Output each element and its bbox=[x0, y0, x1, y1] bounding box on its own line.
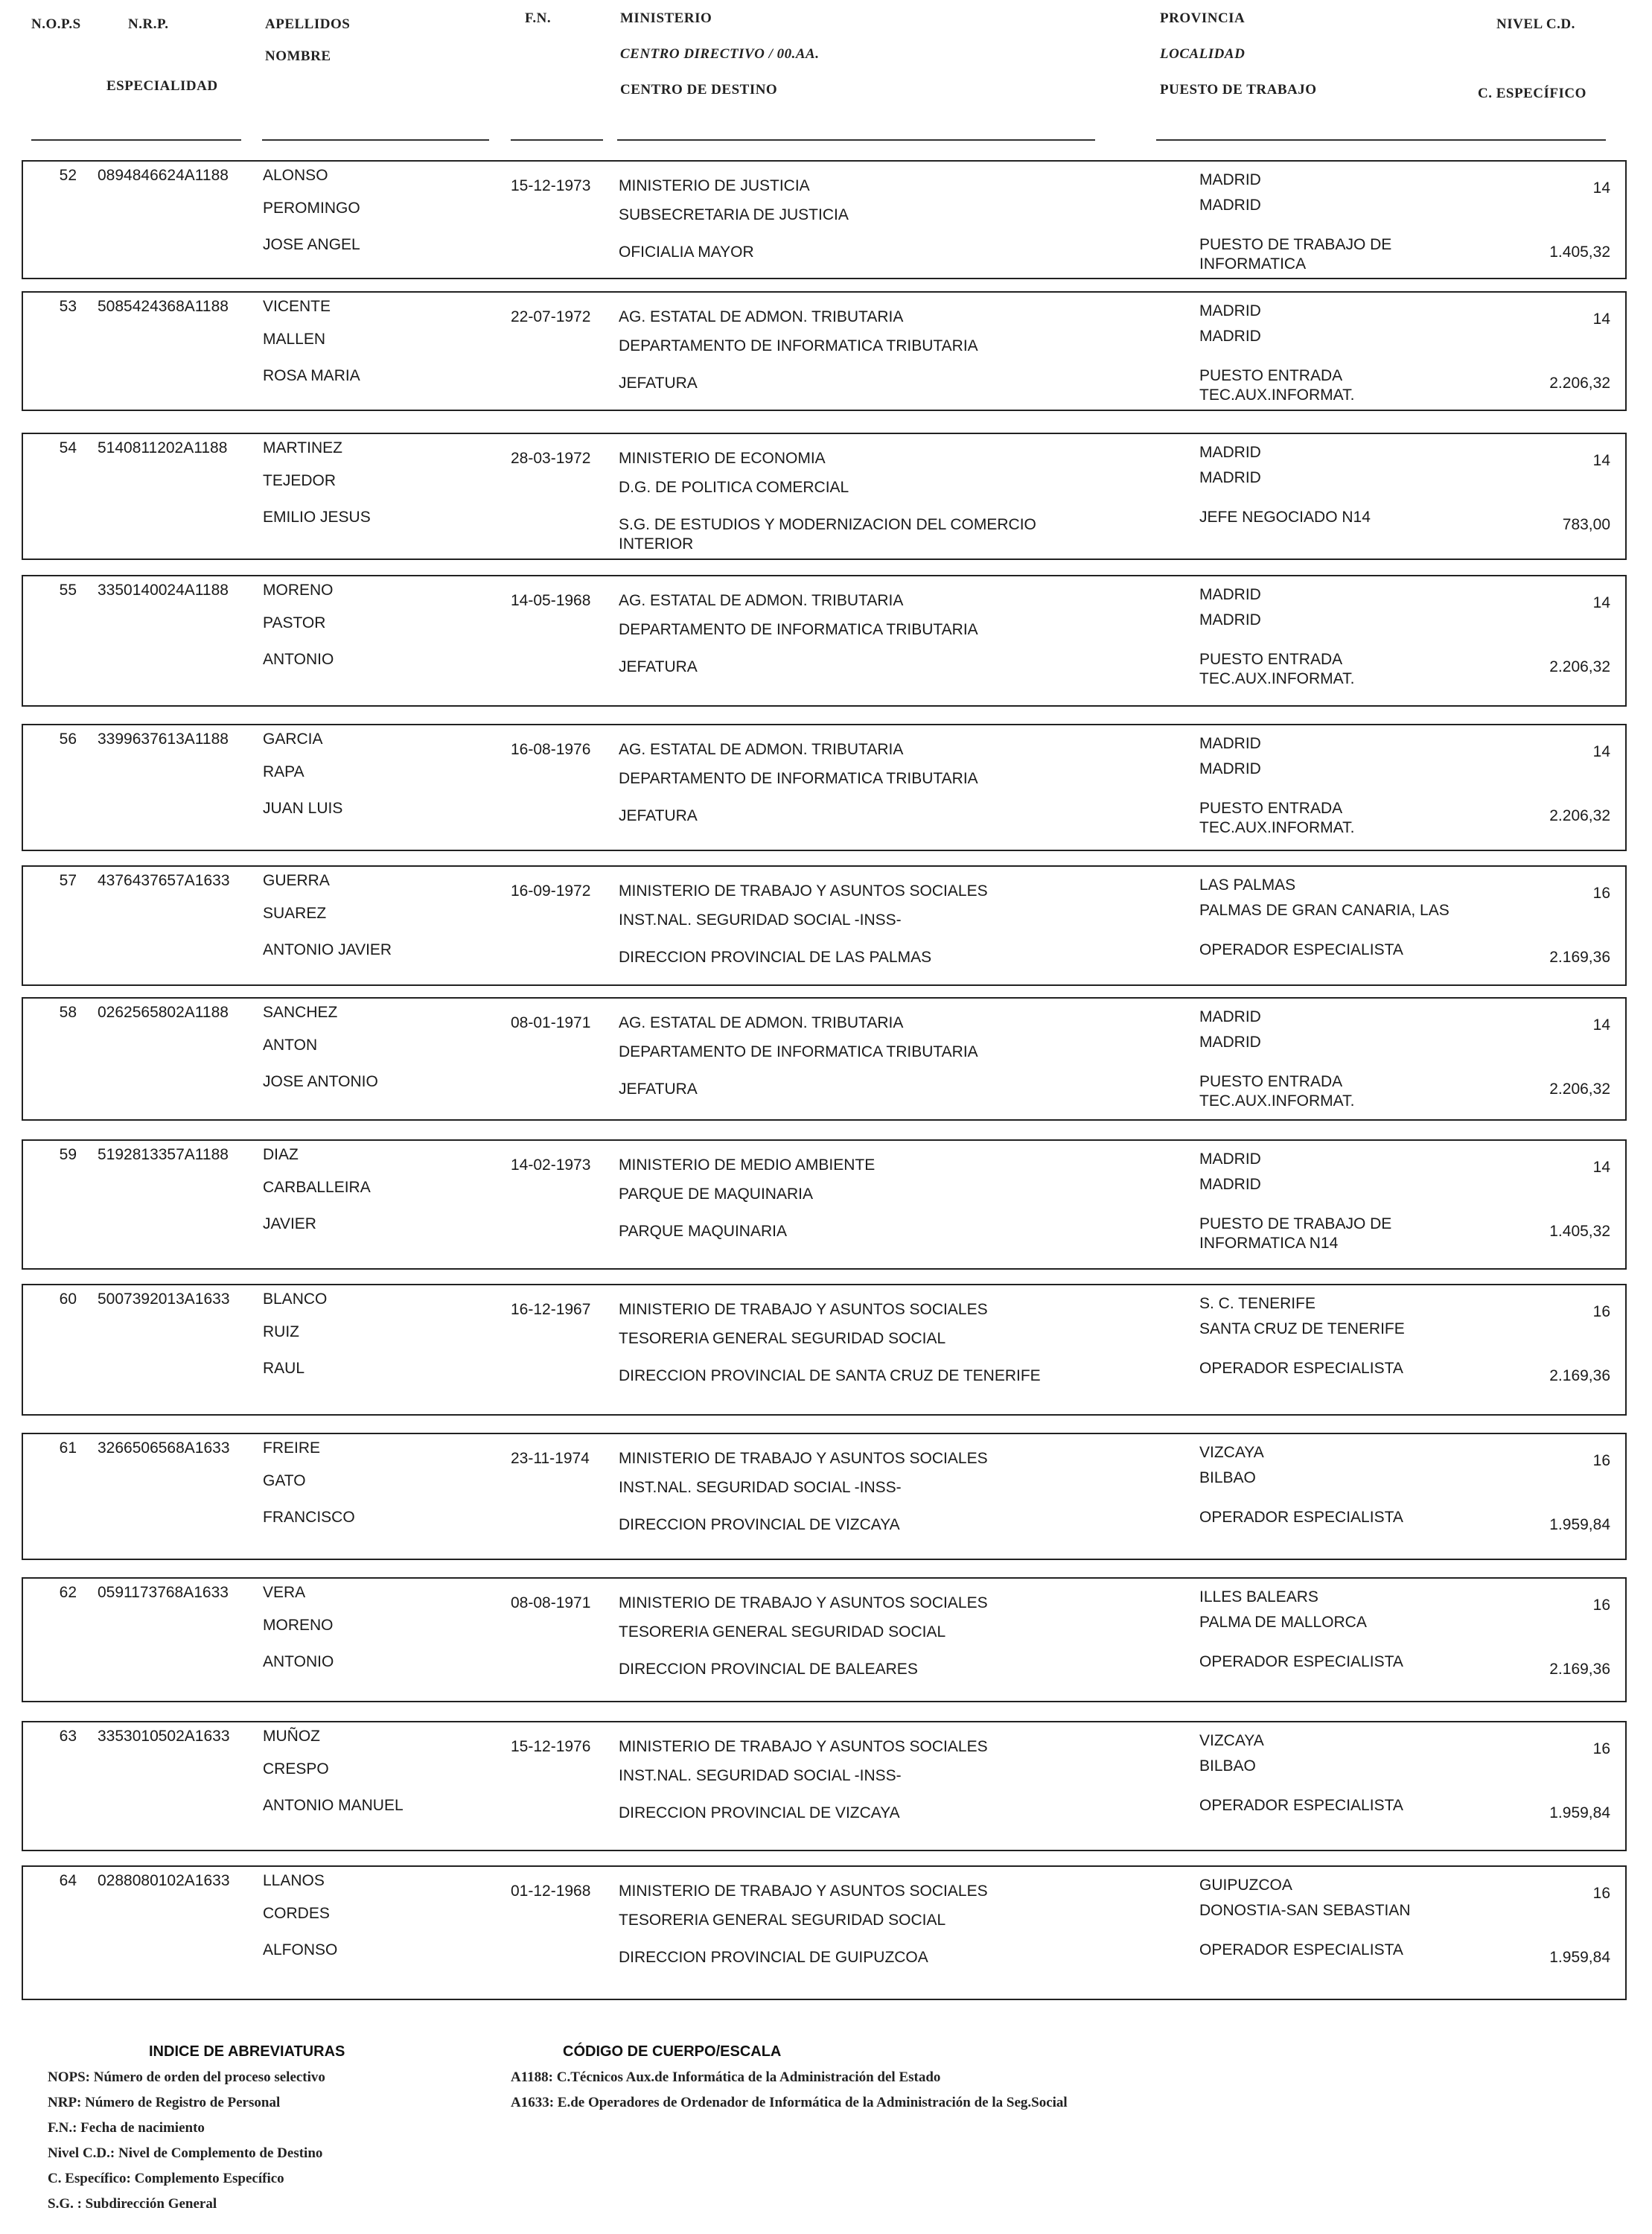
record-row bbox=[22, 724, 1627, 851]
centro-destino: DIRECCION PROVINCIAL DE VIZCAYA bbox=[619, 1804, 900, 1821]
apellido-1: ALONSO bbox=[263, 167, 328, 184]
apellido-2: RAPA bbox=[263, 763, 304, 780]
fecha-nacimiento: 23-11-1974 bbox=[511, 1450, 590, 1467]
code-item: A1633: E.de Operadores de Ordenador de Informática de la Administración de la Seg.Social bbox=[511, 2095, 1068, 2110]
nivel-cd: 16 bbox=[1592, 1597, 1610, 1614]
fecha-nacimiento: 22-07-1972 bbox=[511, 308, 591, 325]
provincia: GUIPUZCOA bbox=[1199, 1877, 1292, 1894]
puesto-trabajo: PUESTO DE TRABAJO DE bbox=[1199, 1215, 1392, 1232]
puesto-trabajo: OPERADOR ESPECIALISTA bbox=[1199, 1653, 1403, 1670]
complemento-especifico: 2.206,32 bbox=[1549, 658, 1610, 675]
puesto-trabajo: PUESTO ENTRADA bbox=[1199, 651, 1343, 668]
nrp: 5007392013A1633 bbox=[98, 1291, 230, 1308]
centro-destino: JEFATURA bbox=[619, 807, 698, 824]
apellido-1: LLANOS bbox=[263, 1872, 325, 1889]
centro-directivo: SUBSECRETARIA DE JUSTICIA bbox=[619, 206, 849, 223]
header-divider bbox=[1156, 139, 1606, 141]
header-puesto: PUESTO DE TRABAJO bbox=[1160, 82, 1317, 98]
apellido-1: MARTINEZ bbox=[263, 439, 342, 456]
centro-directivo: INST.NAL. SEGURIDAD SOCIAL -INSS- bbox=[619, 911, 902, 929]
ministerio: MINISTERIO DE TRABAJO Y ASUNTOS SOCIALES bbox=[619, 1594, 988, 1611]
localidad: MADRID bbox=[1199, 760, 1261, 777]
nivel-cd: 16 bbox=[1592, 885, 1610, 902]
nombre: ANTONIO JAVIER bbox=[263, 941, 392, 958]
apellido-1: DIAZ bbox=[263, 1146, 299, 1163]
fecha-nacimiento: 16-12-1967 bbox=[511, 1301, 591, 1318]
complemento-especifico: 2.169,36 bbox=[1549, 949, 1610, 966]
localidad: BILBAO bbox=[1199, 1469, 1256, 1486]
centro-destino: DIRECCION PROVINCIAL DE SANTA CRUZ DE TENERIFE bbox=[619, 1367, 1041, 1384]
provincia: MADRID bbox=[1199, 1008, 1261, 1025]
header-apellidos: APELLIDOS bbox=[265, 16, 351, 32]
codes-title: CÓDIGO DE CUERPO/ESCALA bbox=[563, 2043, 782, 2060]
puesto-trabajo: OPERADOR ESPECIALISTA bbox=[1199, 1797, 1403, 1814]
header-nivel: NIVEL C.D. bbox=[1496, 16, 1575, 32]
fecha-nacimiento: 16-08-1976 bbox=[511, 741, 591, 758]
ministerio: MINISTERIO DE TRABAJO Y ASUNTOS SOCIALES bbox=[619, 882, 988, 900]
record-row bbox=[22, 1577, 1627, 1702]
apellido-2: CRESPO bbox=[263, 1760, 329, 1778]
abbrev-item: NRP: Número de Registro de Personal bbox=[48, 2095, 281, 2110]
puesto-trabajo: PUESTO ENTRADA bbox=[1199, 367, 1343, 384]
centro-directivo: INST.NAL. SEGURIDAD SOCIAL -INSS- bbox=[619, 1479, 902, 1496]
nops: 54 bbox=[59, 439, 77, 456]
puesto-trabajo: PUESTO ENTRADA bbox=[1199, 1073, 1343, 1090]
puesto-trabajo: INFORMATICA N14 bbox=[1199, 1235, 1339, 1252]
ministerio: MINISTERIO DE TRABAJO Y ASUNTOS SOCIALES bbox=[619, 1738, 988, 1755]
apellido-1: BLANCO bbox=[263, 1291, 328, 1308]
abbrev-item: S.G. : Subdirección General bbox=[48, 2196, 217, 2212]
complemento-especifico: 783,00 bbox=[1562, 516, 1610, 533]
nops: 63 bbox=[59, 1728, 77, 1745]
centro-destino: OFICIALIA MAYOR bbox=[619, 244, 754, 261]
nrp: 0591173768A1633 bbox=[98, 1584, 229, 1601]
centro-destino: INTERIOR bbox=[619, 535, 694, 553]
centro-destino: DIRECCION PROVINCIAL DE VIZCAYA bbox=[619, 1516, 900, 1533]
header-nrp: N.R.P. bbox=[128, 16, 169, 32]
provincia: LAS PALMAS bbox=[1199, 876, 1296, 894]
apellido-1: FREIRE bbox=[263, 1439, 321, 1457]
centro-destino: JEFATURA bbox=[619, 1081, 698, 1098]
ministerio: MINISTERIO DE TRABAJO Y ASUNTOS SOCIALES bbox=[619, 1450, 988, 1467]
record-row bbox=[22, 997, 1627, 1121]
apellido-1: VERA bbox=[263, 1584, 306, 1601]
nombre: JAVIER bbox=[263, 1215, 316, 1232]
nrp: 0262565802A1188 bbox=[98, 1004, 229, 1021]
centro-destino: S.G. DE ESTUDIOS Y MODERNIZACION DEL COMERCIO bbox=[619, 516, 1036, 533]
record-row bbox=[22, 1865, 1627, 2000]
header-divider bbox=[262, 139, 489, 141]
nops: 60 bbox=[59, 1291, 77, 1308]
puesto-trabajo: PUESTO DE TRABAJO DE bbox=[1199, 236, 1392, 253]
nombre: JUAN LUIS bbox=[263, 800, 343, 817]
fecha-nacimiento: 08-08-1971 bbox=[511, 1594, 591, 1611]
provincia: VIZCAYA bbox=[1199, 1732, 1264, 1749]
header-fn: F.N. bbox=[525, 10, 552, 26]
provincia: MADRID bbox=[1199, 302, 1261, 319]
nops: 55 bbox=[59, 582, 77, 599]
complemento-especifico: 1.405,32 bbox=[1549, 244, 1610, 261]
nops: 59 bbox=[59, 1146, 77, 1163]
record-row bbox=[22, 291, 1627, 411]
localidad: DONOSTIA-SAN SEBASTIAN bbox=[1199, 1902, 1411, 1919]
apellido-2: ANTON bbox=[263, 1037, 318, 1054]
nombre: ALFONSO bbox=[263, 1941, 338, 1958]
header-divider bbox=[617, 139, 1095, 141]
nombre: ANTONIO MANUEL bbox=[263, 1797, 404, 1814]
puesto-trabajo: TEC.AUX.INFORMAT. bbox=[1199, 819, 1355, 836]
nrp: 3266506568A1633 bbox=[98, 1439, 230, 1457]
centro-destino: DIRECCION PROVINCIAL DE GUIPUZCOA bbox=[619, 1949, 928, 1966]
puesto-trabajo: JEFE NEGOCIADO N14 bbox=[1199, 509, 1371, 526]
complemento-especifico: 2.206,32 bbox=[1549, 807, 1610, 824]
ministerio: MINISTERIO DE TRABAJO Y ASUNTOS SOCIALES bbox=[619, 1301, 988, 1318]
header-especialidad: ESPECIALIDAD bbox=[106, 78, 218, 94]
nrp: 0288080102A1633 bbox=[98, 1872, 230, 1889]
nivel-cd: 14 bbox=[1592, 179, 1610, 197]
fecha-nacimiento: 14-05-1968 bbox=[511, 592, 591, 609]
header-nops: N.O.P.S bbox=[31, 16, 81, 32]
header-divider bbox=[31, 139, 241, 141]
puesto-trabajo: OPERADOR ESPECIALISTA bbox=[1199, 1509, 1403, 1526]
localidad: MADRID bbox=[1199, 1176, 1261, 1193]
apellido-1: GARCIA bbox=[263, 731, 323, 748]
provincia: MADRID bbox=[1199, 444, 1261, 461]
nombre: JOSE ANGEL bbox=[263, 236, 360, 253]
ministerio: AG. ESTATAL DE ADMON. TRIBUTARIA bbox=[619, 308, 904, 325]
nivel-cd: 14 bbox=[1592, 743, 1610, 760]
localidad: MADRID bbox=[1199, 197, 1261, 214]
localidad: BILBAO bbox=[1199, 1757, 1256, 1775]
apellido-1: MUÑOZ bbox=[263, 1728, 320, 1745]
ministerio: MINISTERIO DE JUSTICIA bbox=[619, 177, 810, 194]
puesto-trabajo: TEC.AUX.INFORMAT. bbox=[1199, 670, 1355, 687]
complemento-especifico: 1.959,84 bbox=[1549, 1804, 1610, 1821]
nivel-cd: 14 bbox=[1592, 452, 1610, 469]
provincia: ILLES BALEARS bbox=[1199, 1588, 1318, 1606]
complemento-especifico: 2.206,32 bbox=[1549, 1081, 1610, 1098]
complemento-especifico: 1.959,84 bbox=[1549, 1516, 1610, 1533]
apellido-2: RUIZ bbox=[263, 1323, 299, 1340]
nivel-cd: 14 bbox=[1592, 1159, 1610, 1176]
header-provincia: PROVINCIA bbox=[1160, 10, 1246, 26]
fecha-nacimiento: 15-12-1973 bbox=[511, 177, 591, 194]
centro-destino: JEFATURA bbox=[619, 375, 698, 392]
nrp: 3399637613A1188 bbox=[98, 731, 229, 748]
nrp: 5140811202A1188 bbox=[98, 439, 228, 456]
complemento-especifico: 1.405,32 bbox=[1549, 1223, 1610, 1240]
centro-directivo: D.G. DE POLITICA COMERCIAL bbox=[619, 479, 849, 496]
localidad: MADRID bbox=[1199, 328, 1261, 345]
nivel-cd: 14 bbox=[1592, 311, 1610, 328]
localidad: SANTA CRUZ DE TENERIFE bbox=[1199, 1320, 1405, 1337]
ministerio: AG. ESTATAL DE ADMON. TRIBUTARIA bbox=[619, 1014, 904, 1031]
nrp: 3350140024A1188 bbox=[98, 582, 229, 599]
localidad: MADRID bbox=[1199, 469, 1261, 486]
apellido-2: GATO bbox=[263, 1472, 306, 1489]
localidad: PALMA DE MALLORCA bbox=[1199, 1614, 1367, 1631]
nombre: ANTONIO bbox=[263, 651, 334, 668]
puesto-trabajo: INFORMATICA bbox=[1199, 255, 1307, 273]
puesto-trabajo: OPERADOR ESPECIALISTA bbox=[1199, 1360, 1403, 1377]
puesto-trabajo: TEC.AUX.INFORMAT. bbox=[1199, 386, 1355, 404]
fecha-nacimiento: 15-12-1976 bbox=[511, 1738, 591, 1755]
header-especifico: C. ESPECÍFICO bbox=[1478, 86, 1586, 101]
complemento-especifico: 1.959,84 bbox=[1549, 1949, 1610, 1966]
fecha-nacimiento: 16-09-1972 bbox=[511, 882, 591, 900]
header-ministerio: MINISTERIO bbox=[620, 10, 712, 26]
record-row bbox=[22, 1284, 1627, 1416]
nops: 52 bbox=[59, 167, 77, 184]
abbrev-item: Nivel C.D.: Nivel de Complemento de Destino bbox=[48, 2145, 323, 2161]
ministerio: MINISTERIO DE ECONOMIA bbox=[619, 450, 826, 467]
centro-directivo: DEPARTAMENTO DE INFORMATICA TRIBUTARIA bbox=[619, 621, 978, 638]
record-row bbox=[22, 433, 1627, 560]
puesto-trabajo: TEC.AUX.INFORMAT. bbox=[1199, 1092, 1355, 1110]
abbrev-item: C. Específico: Complemento Específico bbox=[48, 2171, 284, 2186]
centro-directivo: TESORERIA GENERAL SEGURIDAD SOCIAL bbox=[619, 1623, 946, 1641]
centro-directivo: DEPARTAMENTO DE INFORMATICA TRIBUTARIA bbox=[619, 770, 978, 787]
nombre: FRANCISCO bbox=[263, 1509, 355, 1526]
header-divider bbox=[511, 139, 603, 141]
apellido-2: CARBALLEIRA bbox=[263, 1179, 371, 1196]
abbrev-item: NOPS: Número de orden del proceso selectivo bbox=[48, 2069, 325, 2085]
apellido-2: CORDES bbox=[263, 1905, 330, 1922]
nops: 62 bbox=[59, 1584, 77, 1601]
nombre: EMILIO JESUS bbox=[263, 509, 371, 526]
abbrev-title: INDICE DE ABREVIATURAS bbox=[149, 2043, 345, 2060]
record-row bbox=[22, 575, 1627, 707]
localidad: MADRID bbox=[1199, 611, 1261, 628]
apellido-2: PASTOR bbox=[263, 614, 326, 631]
nivel-cd: 16 bbox=[1592, 1740, 1610, 1757]
header-nombre: NOMBRE bbox=[265, 48, 331, 64]
nrp: 3353010502A1633 bbox=[98, 1728, 230, 1745]
provincia: S. C. TENERIFE bbox=[1199, 1295, 1315, 1312]
provincia: MADRID bbox=[1199, 586, 1261, 603]
nops: 56 bbox=[59, 731, 77, 748]
apellido-2: SUAREZ bbox=[263, 905, 327, 922]
fecha-nacimiento: 28-03-1972 bbox=[511, 450, 591, 467]
complemento-especifico: 2.169,36 bbox=[1549, 1661, 1610, 1678]
centro-destino: PARQUE MAQUINARIA bbox=[619, 1223, 787, 1240]
record-row bbox=[22, 1433, 1627, 1560]
localidad: PALMAS DE GRAN CANARIA, LAS bbox=[1199, 902, 1450, 919]
ministerio: AG. ESTATAL DE ADMON. TRIBUTARIA bbox=[619, 741, 904, 758]
centro-directivo: PARQUE DE MAQUINARIA bbox=[619, 1186, 813, 1203]
record-row bbox=[22, 1721, 1627, 1851]
nops: 61 bbox=[59, 1439, 77, 1457]
nombre: ANTONIO bbox=[263, 1653, 334, 1670]
record-row bbox=[22, 160, 1627, 279]
nombre: RAUL bbox=[263, 1360, 305, 1377]
nops: 57 bbox=[59, 872, 77, 889]
nrp: 5085424368A1188 bbox=[98, 298, 229, 315]
record-row bbox=[22, 1139, 1627, 1270]
puesto-trabajo: OPERADOR ESPECIALISTA bbox=[1199, 1941, 1403, 1958]
nivel-cd: 14 bbox=[1592, 594, 1610, 611]
provincia: MADRID bbox=[1199, 171, 1261, 188]
centro-directivo: DEPARTAMENTO DE INFORMATICA TRIBUTARIA bbox=[619, 1043, 978, 1060]
nops: 64 bbox=[59, 1872, 77, 1889]
nrp: 4376437657A1633 bbox=[98, 872, 230, 889]
header-localidad: LOCALIDAD bbox=[1160, 46, 1246, 62]
apellido-1: MORENO bbox=[263, 582, 334, 599]
centro-destino: DIRECCION PROVINCIAL DE LAS PALMAS bbox=[619, 949, 932, 966]
fecha-nacimiento: 08-01-1971 bbox=[511, 1014, 591, 1031]
apellido-2: TEJEDOR bbox=[263, 472, 337, 489]
nops: 53 bbox=[59, 298, 77, 315]
record-row bbox=[22, 865, 1627, 986]
ministerio: AG. ESTATAL DE ADMON. TRIBUTARIA bbox=[619, 592, 904, 609]
nivel-cd: 16 bbox=[1592, 1303, 1610, 1320]
nrp: 0894846624A1188 bbox=[98, 167, 229, 184]
centro-directivo: TESORERIA GENERAL SEGURIDAD SOCIAL bbox=[619, 1912, 946, 1929]
ministerio: MINISTERIO DE TRABAJO Y ASUNTOS SOCIALES bbox=[619, 1883, 988, 1900]
apellido-1: GUERRA bbox=[263, 872, 330, 889]
complemento-especifico: 2.206,32 bbox=[1549, 375, 1610, 392]
apellido-2: MORENO bbox=[263, 1617, 334, 1634]
apellido-1: VICENTE bbox=[263, 298, 331, 315]
code-item: A1188: C.Técnicos Aux.de Informática de la Administración del Estado bbox=[511, 2069, 941, 2085]
centro-directivo: TESORERIA GENERAL SEGURIDAD SOCIAL bbox=[619, 1330, 946, 1347]
localidad: MADRID bbox=[1199, 1034, 1261, 1051]
apellido-2: PEROMINGO bbox=[263, 200, 360, 217]
nombre: ROSA MARIA bbox=[263, 367, 360, 384]
apellido-1: SANCHEZ bbox=[263, 1004, 338, 1021]
apellido-2: MALLEN bbox=[263, 331, 326, 348]
centro-directivo: INST.NAL. SEGURIDAD SOCIAL -INSS- bbox=[619, 1767, 902, 1784]
nivel-cd: 16 bbox=[1592, 1452, 1610, 1469]
nops: 58 bbox=[59, 1004, 77, 1021]
fecha-nacimiento: 14-02-1973 bbox=[511, 1156, 591, 1174]
provincia: VIZCAYA bbox=[1199, 1444, 1264, 1461]
centro-directivo: DEPARTAMENTO DE INFORMATICA TRIBUTARIA bbox=[619, 337, 978, 354]
provincia: MADRID bbox=[1199, 735, 1261, 752]
nivel-cd: 14 bbox=[1592, 1016, 1610, 1034]
ministerio: MINISTERIO DE MEDIO AMBIENTE bbox=[619, 1156, 876, 1174]
nombre: JOSE ANTONIO bbox=[263, 1073, 378, 1090]
nrp: 5192813357A1188 bbox=[98, 1146, 229, 1163]
header-centro-destino: CENTRO DE DESTINO bbox=[620, 82, 778, 98]
header-centro-directivo: CENTRO DIRECTIVO / 00.AA. bbox=[620, 46, 820, 62]
fecha-nacimiento: 01-12-1968 bbox=[511, 1883, 591, 1900]
abbrev-item: F.N.: Fecha de nacimiento bbox=[48, 2120, 205, 2136]
puesto-trabajo: OPERADOR ESPECIALISTA bbox=[1199, 941, 1403, 958]
centro-destino: JEFATURA bbox=[619, 658, 698, 675]
puesto-trabajo: PUESTO ENTRADA bbox=[1199, 800, 1343, 817]
centro-destino: DIRECCION PROVINCIAL DE BALEARES bbox=[619, 1661, 918, 1678]
provincia: MADRID bbox=[1199, 1151, 1261, 1168]
nivel-cd: 16 bbox=[1592, 1885, 1610, 1902]
complemento-especifico: 2.169,36 bbox=[1549, 1367, 1610, 1384]
